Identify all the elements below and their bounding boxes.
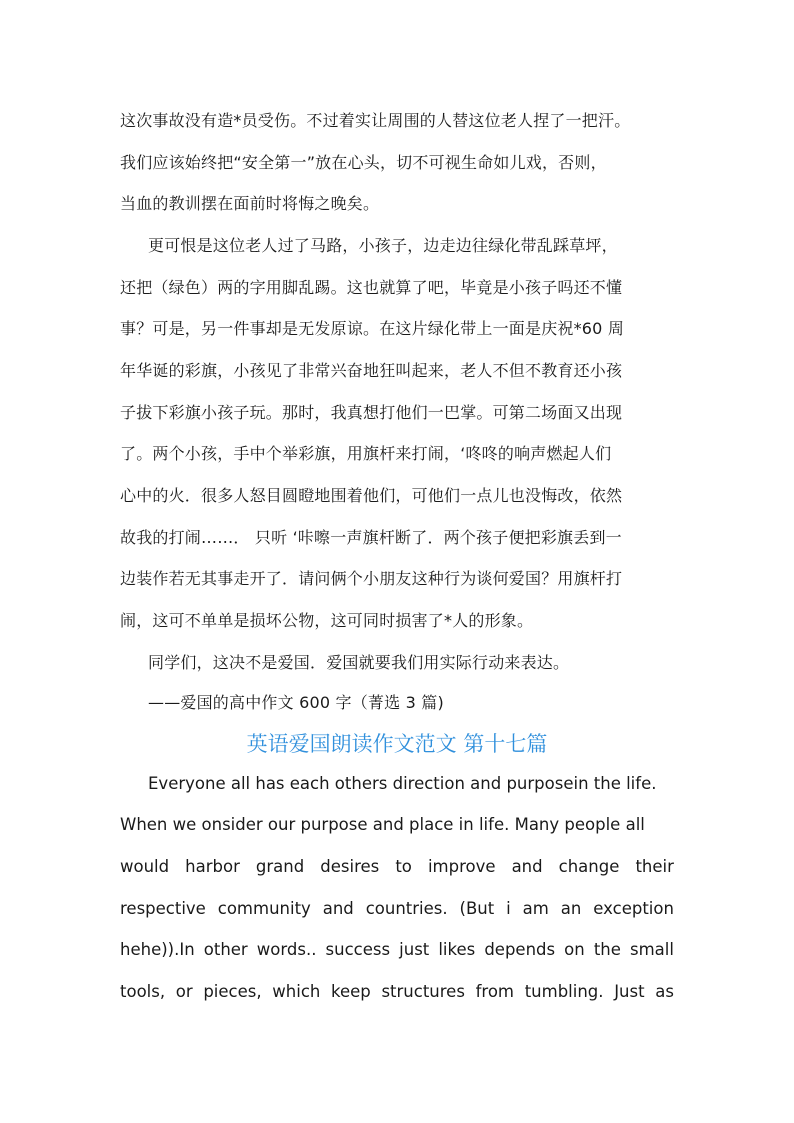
word: desires	[320, 857, 380, 876]
paragraph-line: 年华诞的彩旗，小孩见了非常兴奋地狂叫起来，老人不但不教育还小孩	[120, 361, 623, 380]
word: tools,	[120, 982, 166, 1001]
word: and	[322, 899, 354, 918]
word: community	[217, 899, 311, 918]
word: improve	[427, 857, 496, 876]
word: am	[522, 899, 549, 918]
paragraph-line: 这次事故没有造*员受伤。不过着实让周围的人替这位老人捏了一把汗。	[120, 111, 631, 130]
paragraph-line: 闹，这可不单单是损坏公物，这可同时损害了*人的形象。	[120, 611, 534, 630]
paragraph-line: 子拔下彩旗小孩子玩。那时，我真想打他们一巴掌。可第二场面又出现	[120, 403, 623, 422]
word: which	[272, 982, 321, 1001]
word: or	[175, 982, 193, 1001]
word: on	[564, 940, 585, 959]
english-line	[120, 857, 674, 876]
english-line	[120, 982, 674, 1001]
paragraph-line: 还把（绿色）两的字用脚乱踢。这也就算了吧，毕竟是小孩子吗还不懂	[120, 278, 623, 297]
word: success	[325, 940, 391, 959]
word: i	[506, 899, 511, 918]
word: grand	[255, 857, 305, 876]
paragraph-line: 我们应该始终把“安全第一”放在心头，切不可视生命如儿戏，否则，	[120, 153, 607, 172]
word: pieces,	[203, 982, 262, 1001]
word: harbor	[185, 857, 240, 876]
word: respective	[120, 899, 206, 918]
word: (But	[459, 899, 495, 918]
word: an	[560, 899, 582, 918]
paragraph-line: 同学们，这决不是爱国．爱国就要我们用实际行动来表达。	[148, 653, 570, 672]
essay-source-line: ——爱国的高中作文 600 字（菁选 3 篇)	[148, 693, 444, 712]
word: exception	[593, 899, 674, 918]
word: other	[203, 940, 248, 959]
paragraph-line: 故我的打闹……． 只听 ‘咔嚓一声旗杆断了．两个孩子便把彩旗丢到一	[120, 528, 622, 547]
word: depends	[484, 940, 556, 959]
paragraph-line: 了。两个小孩，手中个举彩旗，用旗杆来打闹，‘咚咚的响声燃起人们	[120, 444, 612, 463]
word: tumbling.	[524, 982, 604, 1001]
paragraph-line: 当血的教训摆在面前时将悔之晚矣。	[120, 194, 380, 213]
word: from	[475, 982, 515, 1001]
word: countries.	[365, 899, 448, 918]
word: their	[635, 857, 674, 876]
word: small	[629, 940, 674, 959]
word: would	[120, 857, 170, 876]
english-line	[120, 899, 674, 918]
english-line: When we onsider our purpose and place in life. Many people all	[120, 815, 645, 834]
section-heading: 英语爱国朗读作文范文 第十七篇	[246, 732, 548, 756]
word: as	[655, 982, 674, 1001]
word: the	[593, 940, 621, 959]
word: to	[395, 857, 412, 876]
word: keep	[331, 982, 371, 1001]
word: just	[399, 940, 430, 959]
word: words..	[256, 940, 317, 959]
word: and	[511, 857, 543, 876]
paragraph-line: 心中的火．很多人怒目圆瞪地围着他们，可他们一点儿也没悔改，依然	[120, 486, 623, 505]
word: Just	[614, 982, 645, 1001]
word: structures	[381, 982, 465, 1001]
english-line: Everyone all has each others direction and purposein the life.	[148, 774, 657, 793]
english-line	[120, 940, 674, 959]
word: hehe)).In	[120, 940, 195, 959]
word: likes	[438, 940, 476, 959]
paragraph-line: 边装作若无其事走开了．请问俩个小朋友这种行为谈何爱国？用旗杆打	[120, 569, 623, 588]
word: change	[558, 857, 620, 876]
paragraph-line: 事？可是，另一件事却是无发原谅。在这片绿化带上一面是庆祝*60 周	[120, 319, 625, 338]
paragraph-line: 更可恨是这位老人过了马路，小孩子，边走边往绿化带乱踩草坪，	[148, 236, 618, 255]
